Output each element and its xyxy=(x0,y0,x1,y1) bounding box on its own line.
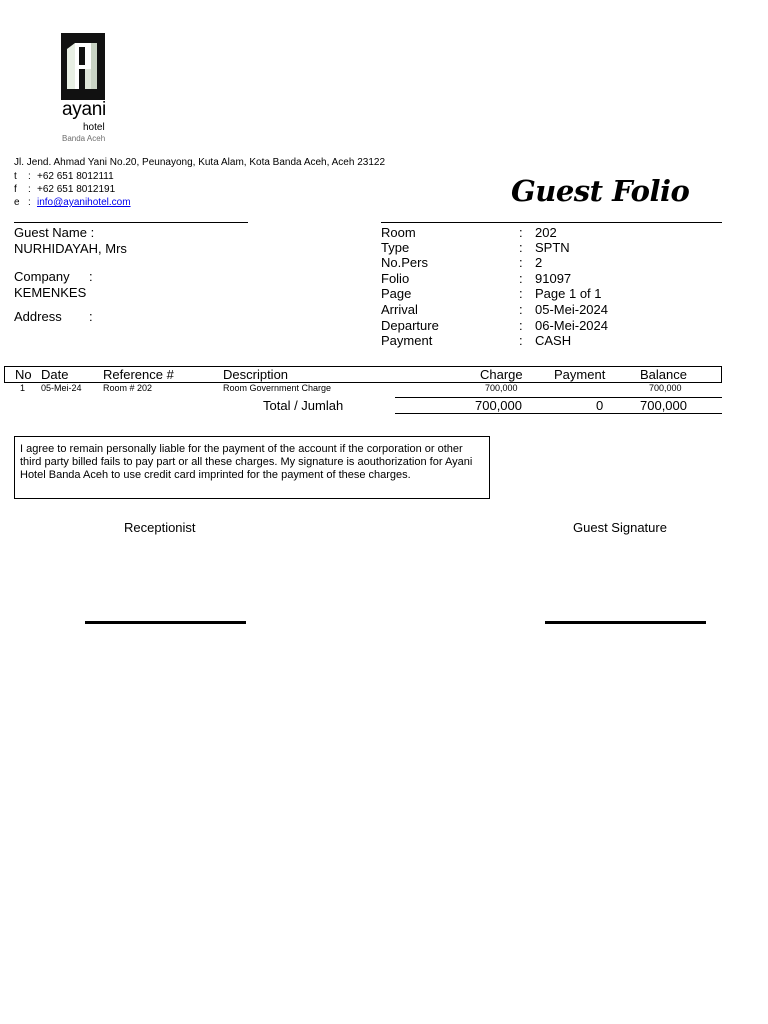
room-info-row xyxy=(0,255,720,270)
receptionist-label: Receptionist xyxy=(124,520,196,535)
room-info-value: 05-Mei-2024 xyxy=(535,302,608,317)
room-info-colon: : xyxy=(519,225,523,240)
address-colon: : xyxy=(89,309,93,324)
company-label: Company xyxy=(14,269,70,284)
logo-city-text: Banda Aceh xyxy=(62,134,106,143)
contact-value: +62 651 8012191 xyxy=(37,184,116,195)
room-info-label: Departure xyxy=(381,318,439,333)
room-info-value: CASH xyxy=(535,333,572,348)
room-info-value: SPTN xyxy=(535,240,570,255)
col-header-date: Date xyxy=(41,367,69,382)
room-info-value: 202 xyxy=(535,225,557,240)
col-header-reference: Reference # xyxy=(103,367,174,382)
guest-name: NURHIDAYAH, Mrs xyxy=(14,241,127,256)
contact-email xyxy=(0,197,300,210)
guest-name-label: Guest Name : xyxy=(14,225,95,240)
room-info-row xyxy=(0,240,720,255)
room-info-row xyxy=(0,225,720,240)
room-info-row xyxy=(0,286,720,301)
contact-key: t xyxy=(14,171,17,182)
hotel-address: Jl. Jend. Ahmad Yani No.20, Peunayong, Kuta Alam, Kota Banda Aceh, Aceh 23122 xyxy=(14,157,386,168)
document-title: Guest Folio xyxy=(511,174,690,208)
col-header-charge: Charge xyxy=(480,367,523,382)
col-header-no: No xyxy=(15,367,32,382)
room-info-row xyxy=(0,271,720,286)
logo-sub-text: hotel xyxy=(83,122,105,133)
room-info-row xyxy=(0,333,720,348)
room-info-label: Folio xyxy=(381,271,410,286)
col-header-description: Description xyxy=(223,367,289,382)
room-info-colon: : xyxy=(519,240,523,255)
room-info-label: Type xyxy=(381,240,410,255)
room-info-row xyxy=(0,302,720,317)
address-label: Address xyxy=(14,309,62,324)
room-info-label: Room xyxy=(381,225,416,240)
cell-charge: 700,000 xyxy=(485,383,518,393)
room-info-colon: : xyxy=(519,333,523,348)
cell-description: Room Government Charge xyxy=(223,383,332,393)
company-name: KEMENKES xyxy=(14,285,87,300)
total-balance: 700,000 xyxy=(640,398,687,413)
contact-colon: : xyxy=(28,197,31,208)
cell-no: 1 xyxy=(20,383,26,393)
liability-disclaimer: I agree to remain personally liable for the payment of the account if the corporation or other third party billed fails to pay part or all these charges. My signature is aouthorization for Ayani Hotel Banda Aceh to use credit card imprinted for the payment of these charges. xyxy=(14,436,490,499)
contact-phone xyxy=(0,171,300,184)
room-info-label: No.Pers xyxy=(381,255,428,270)
hotel-logo-icon xyxy=(61,33,105,100)
contact-value: +62 651 8012111 xyxy=(37,171,114,182)
room-info-colon: : xyxy=(519,255,523,270)
receptionist-signature-line xyxy=(85,621,246,624)
room-info-colon: : xyxy=(519,271,523,286)
room-info-colon: : xyxy=(519,302,523,317)
contact-key: e xyxy=(14,197,20,208)
contact-key: f xyxy=(14,184,17,195)
cell-balance: 700,000 xyxy=(649,383,682,393)
total-charge: 700,000 xyxy=(475,398,522,413)
room-info-colon: : xyxy=(519,286,523,301)
total-label: Total / Jumlah xyxy=(263,398,344,413)
contact-fax xyxy=(0,184,300,197)
room-info-value: 91097 xyxy=(535,271,572,286)
room-info-label: Payment xyxy=(381,333,433,348)
col-header-balance: Balance xyxy=(640,367,687,382)
col-header-payment: Payment xyxy=(554,367,606,382)
cell-reference: Room # 202 xyxy=(103,383,153,393)
room-info-value: Page 1 of 1 xyxy=(535,286,602,301)
room-info-colon: : xyxy=(519,318,523,333)
cell-date: 05-Mei-24 xyxy=(41,383,82,393)
guest-signature-line xyxy=(545,621,706,624)
contact-colon: : xyxy=(28,171,31,182)
room-info-value: 06-Mei-2024 xyxy=(535,318,608,333)
logo-brand-text: ayani xyxy=(62,99,106,120)
header-divider-left xyxy=(14,222,248,223)
total-divider-bottom xyxy=(395,413,722,414)
room-info-label: Arrival xyxy=(381,302,418,317)
room-info-row xyxy=(0,318,720,333)
total-payment: 0 xyxy=(596,398,604,413)
guest-signature-label: Guest Signature xyxy=(573,520,667,535)
contact-colon: : xyxy=(28,184,31,195)
header-divider-right xyxy=(381,222,722,223)
room-info-value: 2 xyxy=(535,255,543,270)
room-info-label: Page xyxy=(381,286,412,301)
company-colon: : xyxy=(89,269,93,284)
email-link[interactable]: info@ayanihotel.com xyxy=(37,197,131,208)
